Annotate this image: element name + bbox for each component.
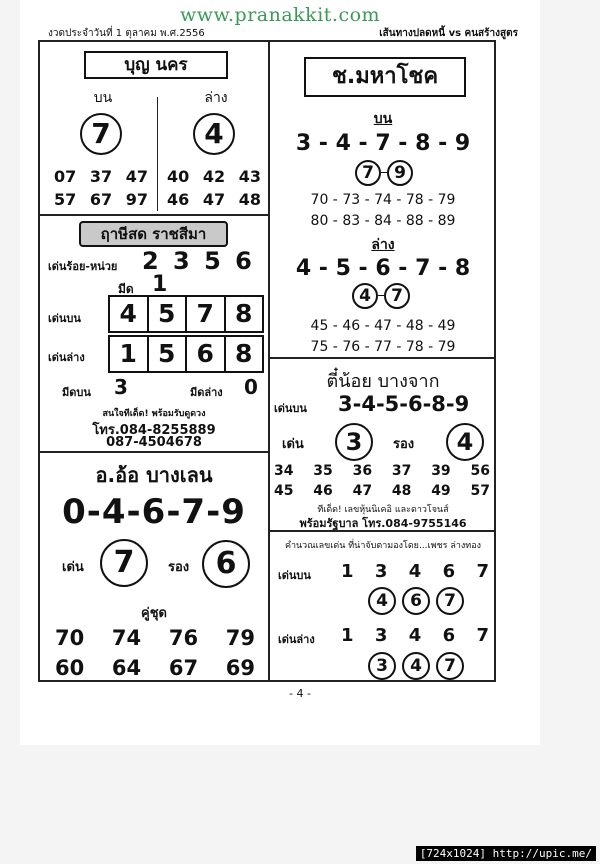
or-den-value: 7 bbox=[100, 539, 148, 587]
boon-top-label: บน bbox=[93, 90, 113, 106]
or-title: อ.อ้อ บางเลน bbox=[95, 463, 213, 487]
divider-left-2 bbox=[38, 451, 269, 453]
ruesi-mid-label: มีด bbox=[118, 282, 134, 296]
ruesi-mid-top-label: มีดบน bbox=[62, 386, 91, 399]
circled-digit: 9 bbox=[387, 160, 413, 186]
chor-top-row2: 80 - 83 - 84 - 88 - 89 bbox=[310, 213, 456, 229]
boon-title: บุญ นคร bbox=[84, 51, 228, 79]
number: 39 bbox=[431, 463, 451, 479]
ruesi-bottom-grid bbox=[108, 335, 264, 373]
petch-top-circled: 7 bbox=[436, 587, 464, 615]
number: 76 bbox=[168, 626, 199, 650]
ruesi-phone2: 087-4504678 bbox=[106, 435, 202, 450]
ruesi-mid-bottom-value: 0 bbox=[244, 375, 258, 399]
number: 37 bbox=[89, 167, 113, 186]
number: 48 bbox=[391, 483, 412, 499]
chor-bottom-digits: 4 - 5 - 6 - 7 - 8 bbox=[295, 256, 471, 281]
number: 47 bbox=[202, 190, 226, 209]
digit: 3 bbox=[374, 561, 388, 582]
ruesi-run-label: เด่นร้อย-หน่วย bbox=[48, 260, 118, 273]
ruesi-bottom-label: เด่นล่าง bbox=[48, 351, 85, 364]
number: 69 bbox=[225, 656, 255, 680]
chor-top-row1: 70 - 73 - 74 - 78 - 79 bbox=[310, 192, 456, 208]
number: 57 bbox=[54, 190, 77, 209]
boon-top-digit: 7 bbox=[80, 113, 122, 155]
number: 42 bbox=[202, 167, 226, 186]
petch-top-digits bbox=[341, 561, 489, 582]
petch-top-circled: 4 bbox=[368, 587, 396, 615]
number: 79 bbox=[225, 626, 255, 650]
or-main-digits: 0-4-6-7-9 bbox=[62, 492, 246, 532]
petch-bottom-circled: 3 bbox=[368, 652, 396, 680]
ruesi-mid-top-value: 3 bbox=[114, 375, 128, 399]
digit: 1 bbox=[341, 625, 354, 646]
petch-title: คำนวณเลขเด่น ที่น่าจับตามองโดย...เพชร ล่างทอง bbox=[284, 541, 482, 551]
petch-bottom-digits bbox=[341, 625, 489, 646]
number: 97 bbox=[125, 190, 148, 209]
digit: 7 bbox=[476, 625, 489, 646]
or-row2 bbox=[55, 656, 255, 680]
number: 60 bbox=[55, 656, 85, 680]
chor-bottom-row2: 75 - 76 - 77 - 78 - 79 bbox=[310, 339, 456, 355]
digit-cell: 5 bbox=[147, 337, 186, 371]
number: 67 bbox=[89, 190, 113, 209]
number: 64 bbox=[111, 656, 142, 680]
ruesi-note: สนใจทีเด็ด! พร้อมรับดูดวง bbox=[102, 409, 206, 419]
petch-top-circled: 6 bbox=[402, 587, 430, 615]
tinoi-top-digits: 3-4-5-6-8-9 bbox=[338, 392, 470, 416]
image-host-caption: [724x1024] http://upic.me/ bbox=[416, 846, 596, 861]
petch-top-label: เด่นบน bbox=[278, 569, 311, 582]
digit: 7 bbox=[476, 561, 489, 582]
ruesi-run-digits: 2 3 5 6 bbox=[142, 247, 255, 275]
draw-date-header: งวดประจำวันที่ 1 ตุลาคม พ.ศ.2556 bbox=[48, 28, 205, 39]
number: 48 bbox=[238, 190, 261, 209]
number: 47 bbox=[125, 167, 148, 186]
tinoi-note: ทีเด็ด! เลขหุ้นนิเคอิ และดาวโจนส์ bbox=[317, 505, 449, 515]
number: 57 bbox=[470, 483, 490, 499]
chor-bottom-label: ล่าง bbox=[371, 237, 395, 253]
boon-bottom-row2 bbox=[167, 190, 261, 209]
chor-title: ช.มหาโชค bbox=[304, 57, 466, 97]
petch-bottom-circled: 7 bbox=[436, 652, 464, 680]
number: 74 bbox=[111, 626, 142, 650]
boon-top-row1 bbox=[54, 167, 148, 186]
tinoi-top-label: เด่นบน bbox=[274, 402, 307, 415]
or-rong-label: รอง bbox=[168, 560, 190, 575]
petch-bottom-label: เด่นล่าง bbox=[278, 633, 315, 646]
circled-digit: 7 bbox=[384, 283, 410, 309]
digit: 4 bbox=[408, 561, 422, 582]
boon-bottom-digit: 4 bbox=[193, 113, 235, 155]
petch-bottom-circled: 4 bbox=[402, 652, 430, 680]
or-rong-value: 6 bbox=[202, 540, 250, 588]
ruesi-top-grid bbox=[108, 295, 264, 333]
ruesi-top-label: เด่นบน bbox=[48, 312, 81, 325]
number: 67 bbox=[168, 656, 199, 680]
number: 46 bbox=[313, 483, 333, 499]
tinoi-row2 bbox=[274, 483, 490, 499]
circled-digit: 7 bbox=[355, 160, 381, 186]
digit: 3 bbox=[374, 625, 388, 646]
or-den-label: เด่น bbox=[62, 560, 84, 575]
digit-cell: 5 bbox=[147, 297, 186, 331]
digit: 6 bbox=[442, 625, 456, 646]
digit-cell: 8 bbox=[224, 297, 263, 331]
chor-bottom-circled bbox=[352, 283, 414, 309]
or-row1 bbox=[55, 626, 255, 650]
number: 47 bbox=[352, 483, 373, 499]
circled-digit: 4 bbox=[352, 283, 378, 309]
digit-cell: 4 bbox=[119, 299, 137, 328]
digit: 1 bbox=[341, 561, 354, 582]
chor-top-label: บน bbox=[373, 111, 393, 127]
number: 49 bbox=[431, 483, 451, 499]
number: 37 bbox=[391, 463, 412, 479]
ruesi-mid-value: 1 bbox=[152, 272, 168, 297]
number: 40 bbox=[167, 167, 190, 186]
digit-cell: 6 bbox=[185, 337, 224, 371]
number: 45 bbox=[274, 483, 294, 499]
boon-bottom-label: ล่าง bbox=[204, 90, 228, 106]
tinoi-den-value: 3 bbox=[335, 423, 373, 461]
tinoi-rong-value: 4 bbox=[446, 423, 484, 461]
digit: 4 bbox=[408, 625, 422, 646]
ruesi-phone1: โทร.084-8255889 bbox=[92, 423, 216, 438]
section-header: เส้นทางปลดหนี้ vs คนสร้างสูตร bbox=[379, 28, 518, 39]
tinoi-rong-label: รอง bbox=[393, 437, 415, 452]
digit-cell: 7 bbox=[185, 297, 224, 331]
tinoi-phone: พร้อมรัฐบาล โทร.084-9755146 bbox=[299, 517, 467, 530]
number: 07 bbox=[54, 167, 77, 186]
number: 43 bbox=[238, 167, 261, 186]
page-number: - 4 - bbox=[289, 687, 311, 700]
number: 34 bbox=[274, 463, 294, 479]
chor-top-circled bbox=[355, 160, 415, 186]
tinoi-title: ตี๋น้อย บางจาก bbox=[326, 371, 440, 392]
boon-bottom-row1 bbox=[167, 167, 261, 186]
number: 35 bbox=[313, 463, 333, 479]
number: 36 bbox=[352, 463, 373, 479]
boon-top-row2 bbox=[54, 190, 148, 209]
tinoi-row1 bbox=[274, 463, 490, 479]
tinoi-den-label: เด่น bbox=[282, 437, 304, 452]
number: 46 bbox=[167, 190, 190, 209]
divider-right-1 bbox=[269, 357, 496, 359]
watermark-url: www.pranakkit.com bbox=[179, 4, 381, 26]
digit: 6 bbox=[442, 561, 456, 582]
or-pairs-label: คู่ชุด bbox=[141, 606, 167, 621]
digit-cell: 8 bbox=[224, 337, 263, 371]
boon-divider bbox=[157, 97, 158, 211]
ruesi-title: ฤาษีสด ราชสีมา bbox=[79, 221, 228, 247]
number: 56 bbox=[470, 463, 490, 479]
divider-left-1 bbox=[38, 214, 269, 216]
chor-bottom-row1: 45 - 46 - 47 - 48 - 49 bbox=[310, 318, 456, 334]
number: 70 bbox=[55, 626, 85, 650]
chor-top-digits: 3 - 4 - 7 - 8 - 9 bbox=[295, 131, 471, 156]
digit-cell: 1 bbox=[119, 339, 137, 368]
ruesi-mid-bottom-label: มีดล่าง bbox=[190, 386, 223, 399]
